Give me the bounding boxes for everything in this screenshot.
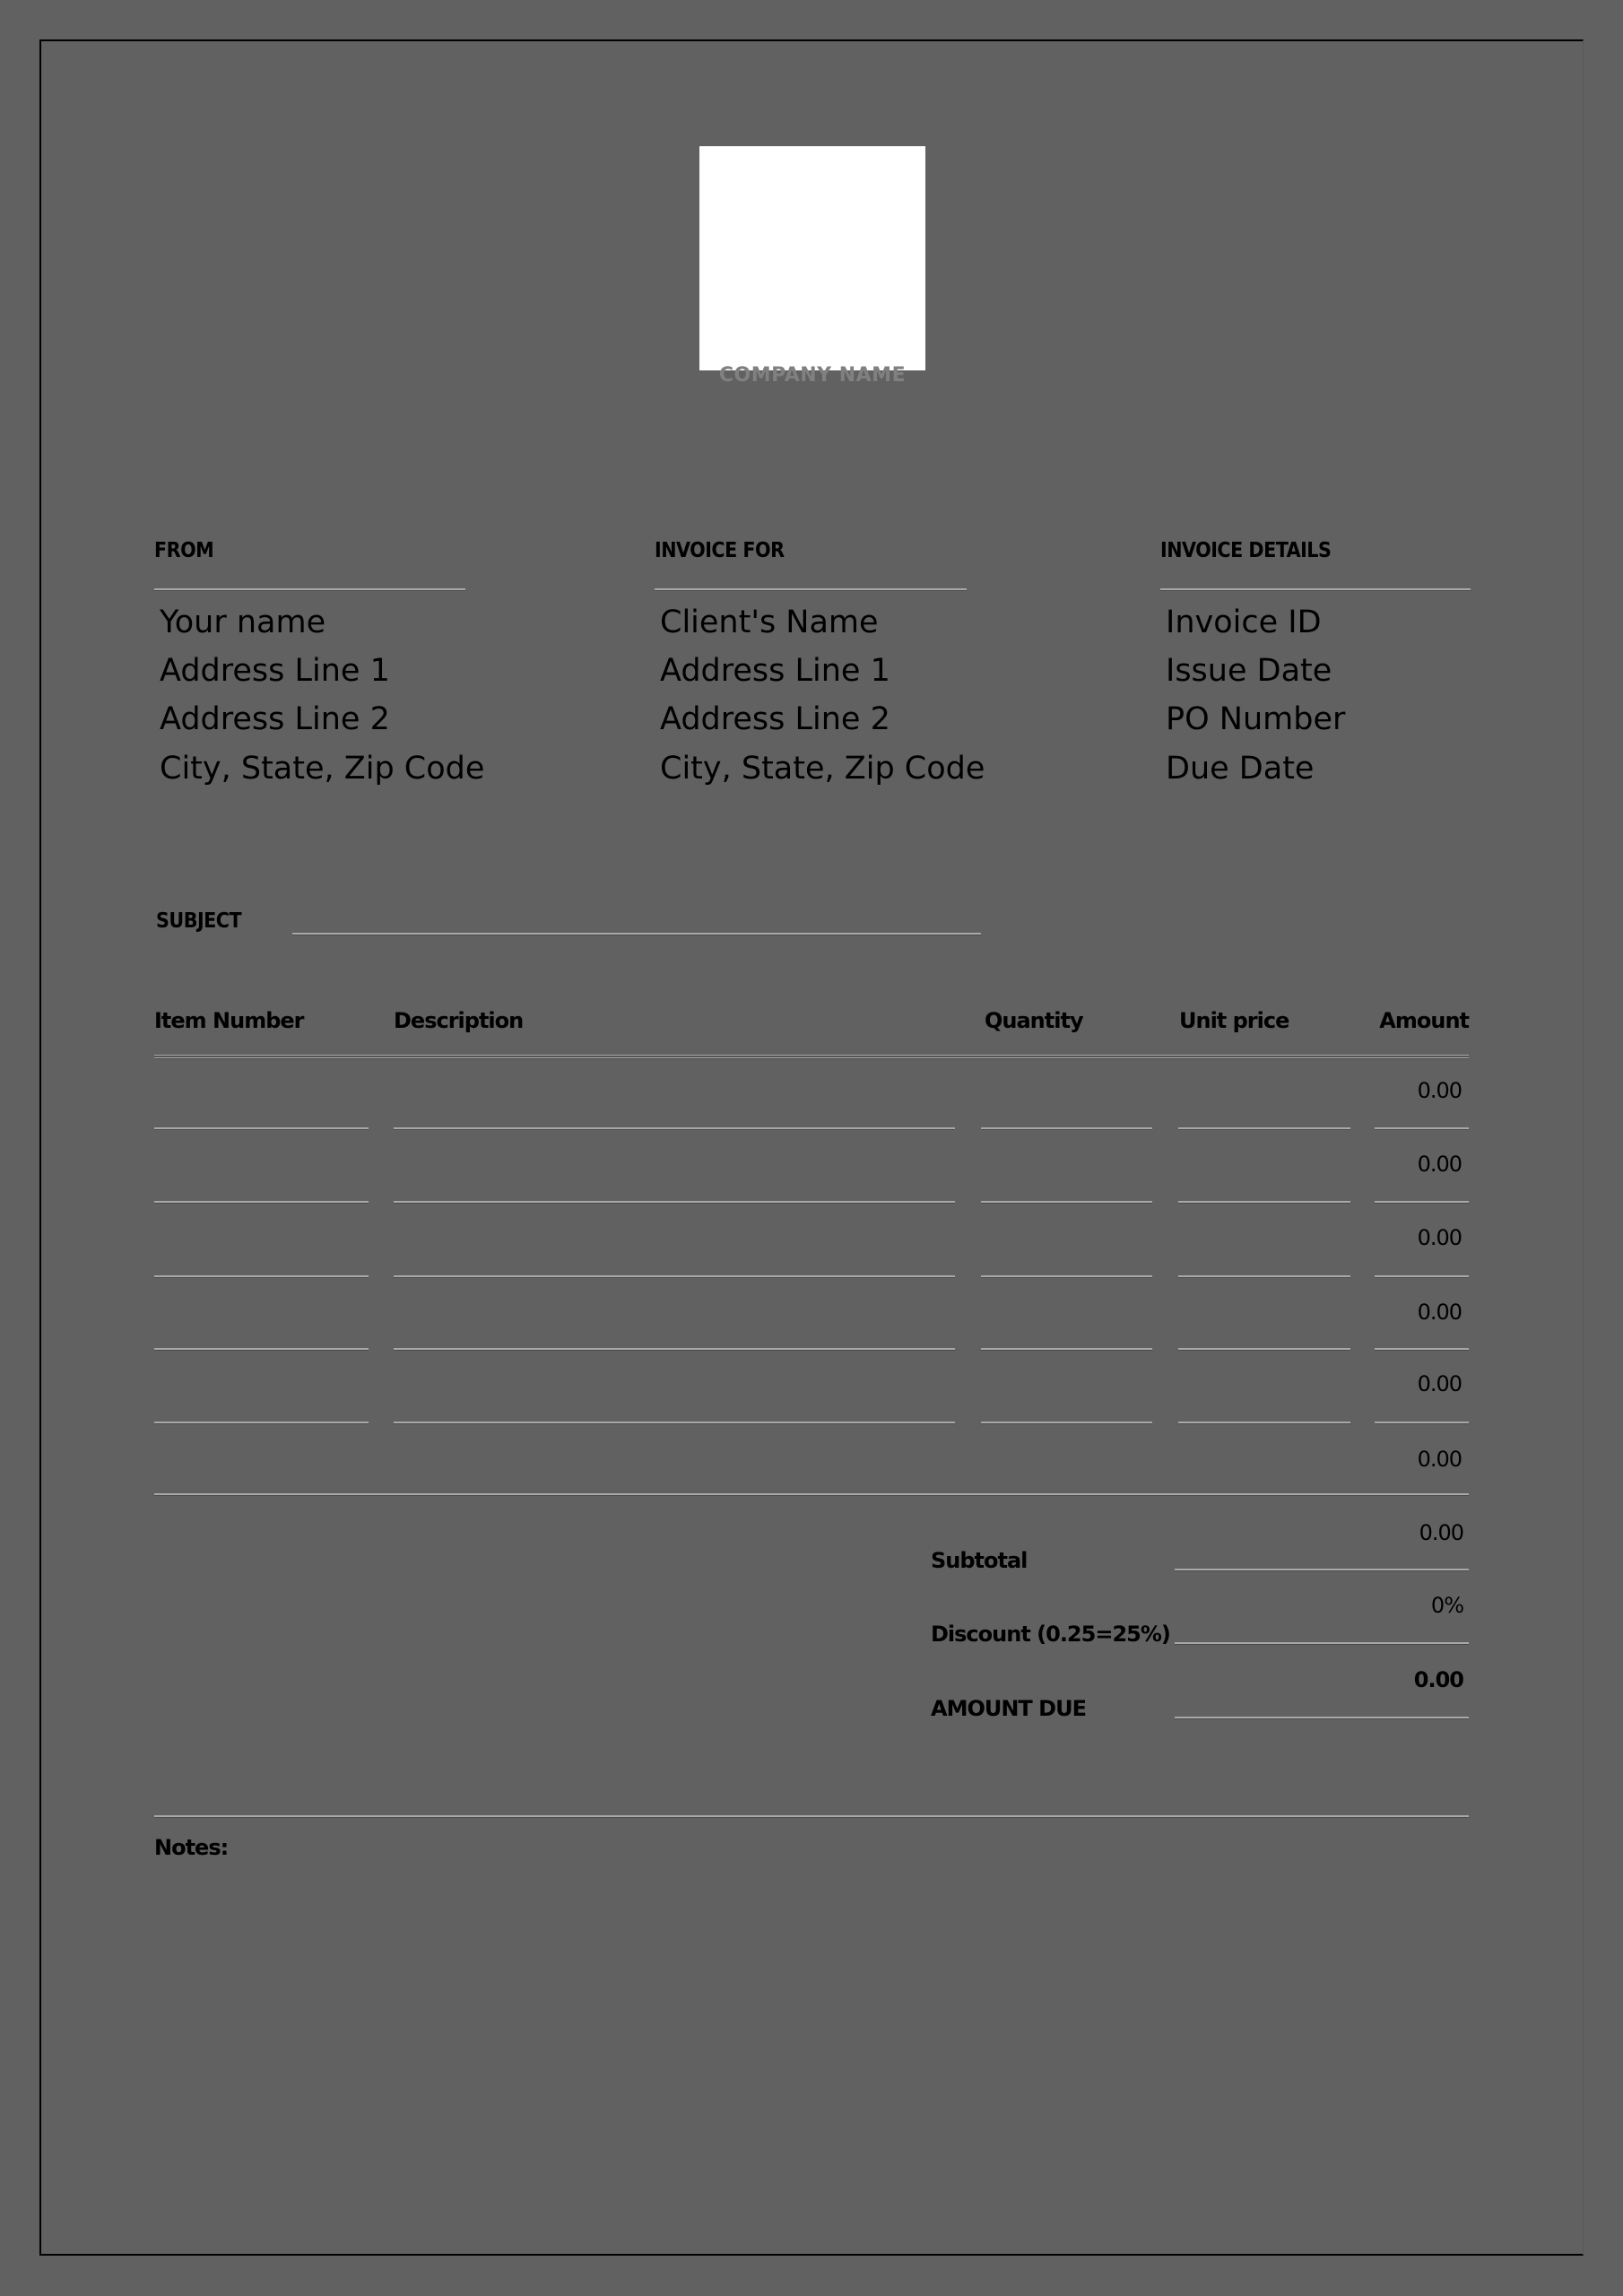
quantity-cell[interactable] [981,1065,1152,1128]
invoice-id[interactable]: Invoice ID [1166,604,1322,640]
row-underline [1178,1348,1350,1351]
subject-input[interactable] [292,906,981,933]
row-underline [154,1348,369,1351]
amount-cell: 0.00 [1417,1225,1462,1250]
row-underline [1178,1275,1350,1278]
row-underline [1375,1348,1469,1351]
table-row [154,1065,1469,1128]
amount-due-value: 0.00 [1413,1667,1463,1692]
description-cell[interactable] [394,1139,955,1202]
description-cell[interactable] [394,1433,955,1494]
quantity-cell[interactable] [981,1213,1152,1275]
notes-label: Notes: [154,1835,229,1860]
discount-label: Discount (0.25=25%) [931,1622,1170,1647]
quantity-cell[interactable] [981,1433,1152,1494]
row-underline [394,1127,955,1130]
invoice-details-section-title: INVOICE DETAILS [1160,539,1332,562]
row-underline [981,1201,1152,1204]
table-bottom-rule [154,1493,1469,1496]
column-header-amount: Amount [1379,1008,1469,1033]
row-underline [1375,1275,1469,1278]
item-number-cell[interactable] [154,1359,369,1422]
table-row [154,1287,1469,1350]
client-city-state-zip[interactable]: City, State, Zip Code [660,751,985,787]
row-underline [394,1201,955,1204]
notes-area[interactable] [154,1866,1469,2206]
item-number-cell[interactable] [154,1213,369,1275]
description-cell[interactable] [394,1359,955,1422]
item-number-cell[interactable] [154,1287,369,1350]
table-row [154,1213,1469,1275]
item-number-cell[interactable] [154,1065,369,1128]
subject-label: SUBJECT [156,909,242,933]
company-name[interactable]: COMPANY NAME [718,364,907,387]
subtotal-value: 0.00 [1419,1520,1463,1545]
quantity-cell[interactable] [981,1287,1152,1350]
row-underline [394,1422,955,1424]
from-address-line-1[interactable]: Address Line 1 [160,653,390,689]
row-underline [154,1127,369,1130]
client-address-line-1[interactable]: Address Line 1 [660,653,890,689]
amount-due-underline [1175,1717,1469,1719]
column-header-description: Description [394,1008,524,1033]
amount-cell: 0.00 [1417,1152,1462,1177]
column-header-unit-price: Unit price [1179,1008,1289,1033]
discount-value[interactable]: 0% [1430,1593,1463,1618]
subject-underline [292,933,981,935]
quantity-cell[interactable] [981,1359,1152,1422]
row-underline [1178,1127,1350,1130]
amount-cell: 0.00 [1417,1447,1462,1472]
invoice-for-divider [655,588,967,591]
row-underline [981,1127,1152,1130]
table-row [154,1139,1469,1202]
description-cell[interactable] [394,1287,955,1350]
po-number[interactable]: PO Number [1166,701,1346,737]
item-number-cell[interactable] [154,1139,369,1202]
column-header-quantity: Quantity [985,1008,1083,1033]
table-header-rule-1 [154,1055,1469,1057]
amount-cell: 0.00 [1417,1371,1462,1396]
amount-due-label: AMOUNT DUE [931,1696,1086,1721]
row-underline [981,1422,1152,1424]
amount-cell: 0.00 [1417,1300,1462,1325]
from-name[interactable]: Your name [160,604,326,640]
invoice-details-divider [1160,588,1471,591]
row-underline [1375,1201,1469,1204]
row-underline [154,1275,369,1278]
invoice-for-section-title: INVOICE FOR [655,539,785,562]
table-header-rule-2 [154,1057,1469,1059]
client-name[interactable]: Client's Name [660,604,879,640]
from-divider [154,588,465,591]
issue-date[interactable]: Issue Date [1166,653,1332,689]
from-section-title: FROM [154,539,214,562]
row-underline [394,1348,955,1351]
from-city-state-zip[interactable]: City, State, Zip Code [160,751,485,787]
subtotal-label: Subtotal [931,1548,1028,1573]
company-logo-placeholder[interactable] [699,146,925,370]
row-underline [1375,1422,1469,1424]
from-address-line-2[interactable]: Address Line 2 [160,701,390,737]
table-row [154,1433,1469,1494]
notes-divider [154,1815,1469,1818]
description-cell[interactable] [394,1065,955,1128]
client-address-line-2[interactable]: Address Line 2 [660,701,890,737]
column-header-item-number: Item Number [154,1008,304,1033]
quantity-cell[interactable] [981,1139,1152,1202]
row-underline [154,1201,369,1204]
due-date[interactable]: Due Date [1166,751,1315,787]
item-number-cell[interactable] [154,1433,369,1494]
subtotal-underline [1175,1569,1469,1571]
row-underline [981,1275,1152,1278]
row-underline [1178,1201,1350,1204]
amount-cell: 0.00 [1417,1078,1462,1103]
row-underline [1178,1422,1350,1424]
discount-underline [1175,1642,1469,1645]
table-row [154,1359,1469,1422]
row-underline [1375,1127,1469,1130]
row-underline [394,1275,955,1278]
row-underline [981,1348,1152,1351]
description-cell[interactable] [394,1213,955,1275]
row-underline [154,1422,369,1424]
